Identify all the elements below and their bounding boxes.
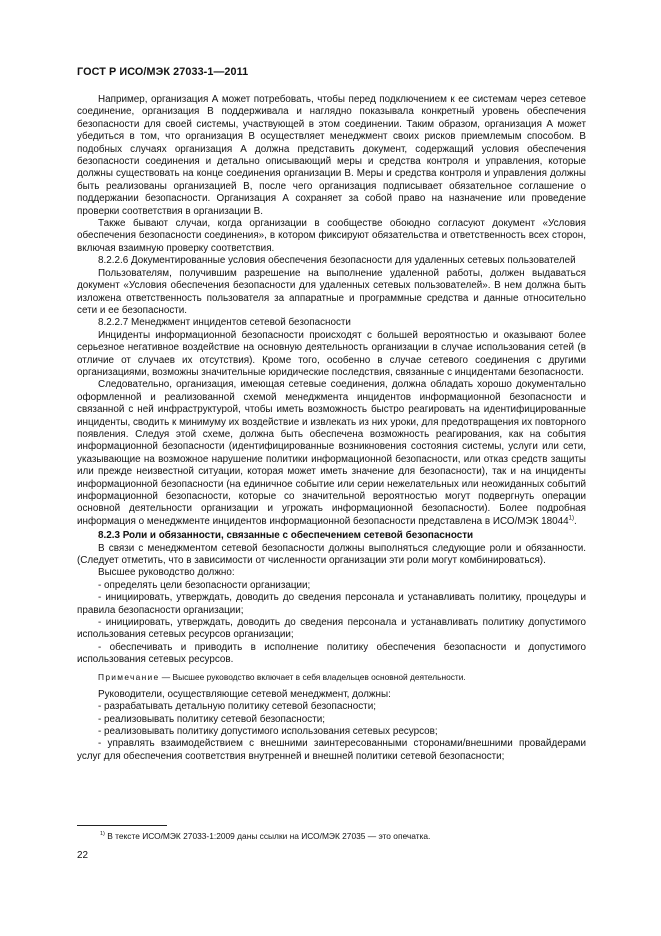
page-number: 22 bbox=[77, 850, 88, 861]
subsection-heading: 8.2.2.7 Менеджмент инцидентов сетевой безопасности bbox=[98, 317, 351, 329]
list-item: - обеспечивать и приводить в исполнение политику обеспечения безопасности и допустимого использования сетевых ресурсов. bbox=[77, 641, 586, 666]
paragraph-end: . bbox=[573, 515, 577, 527]
page-body bbox=[77, 94, 586, 763]
footnote-marker: 1) bbox=[100, 831, 105, 838]
section-heading: 8.2.3 Роли и обязанности, связанные с обеспечением сетевой безопасности bbox=[98, 530, 474, 542]
note bbox=[77, 672, 586, 683]
paragraph-text: Следовательно, организация, имеющая сетевые соединения, должна обладать хорошо документально оформленной и реализованной схемой менеджмента инцидентов информационной безопасности и связанной с ней инфраструктурой, чтобы иметь возможность быстро реагировать на идентифицированные инциденты, сводить к минимуму их воздействие и извлекать из них уроки, для предотвращения их повторного появления. Следуя этой схеме, должна быть обеспечена возможность реагирования, как на события информационной безопасности (идентифицированные возникновения состояния системы, услуги или сети, указывающие на возможное нарушение политики информационной безопасности, или отказ средств защиты или прежде неизвестной ситуации, которая может иметь значение для безопасности), так и на инциденты информационной безопасности (на единичное событие или серии нежелательных или неожиданных событий информационной безопасности, которые со значительной вероятностью могут подвергнуть операции основной деятельности организации и угрожать информационной безопасности). Более подробная информация о менеджменте инцидентов информационной безопасности представлена в ИСО/МЭК 18044 bbox=[77, 379, 586, 527]
list-item: - инициировать, утверждать, доводить до сведения персонала и устанавливать политику, процедуры и правила безопасности организации; bbox=[77, 592, 586, 616]
list-item: - инициировать, утверждать, доводить до сведения персонала и устанавливать политику допустимого использования сетевых ресурсов организации; bbox=[77, 617, 586, 641]
footnote-divider bbox=[77, 825, 167, 826]
paragraph: Высшее руководство должно: bbox=[98, 567, 235, 579]
paragraph: В связи с менеджментом сетевой безопасности должны выполняться следующие роли и обязанности. (Следует отметить, что в зависимости от численности организации эти роли могут комбинироваться). bbox=[77, 542, 586, 567]
paragraph: Инциденты информационной безопасности происходят с большей вероятностью и оказывают более серьезное негативное воздействие на основную деятельность организации в случае использования сетей (в отличие от случаев их отсутствия). Кроме того, особенно в случае сетевого соединения с другими организациями, возможны значительные юридические последствия, связанные с инцидентами безопасности. bbox=[77, 329, 586, 378]
list-item: - управлять взаимодействием с внешними заинтересованными сторонами/внешними провайдерами услуг для обеспечения соответствия внутренней и внешней политики сетевой безопасности; bbox=[77, 738, 586, 762]
list-item: - реализовывать политику допустимого использования сетевых ресурсов; bbox=[98, 725, 438, 737]
paragraph: Пользователям, получившим разрешение на выполнение удаленной работы, должен выдаваться документ «Условия обеспечения безопасности для удаленных сетевых пользователей». В нем должна быть изложена ответственность пользователя за аппаратные и программные средства и данные относительно сети и ее безопасности. bbox=[77, 267, 586, 316]
paragraph-with-footnote bbox=[77, 379, 586, 528]
footnote-text: В тексте ИСО/МЭК 27033-1:2009 даны ссылки на ИСО/МЭК 27035 — это опечатка. bbox=[104, 831, 431, 841]
list-item: - разрабатывать детальную политику сетевой безопасности; bbox=[98, 701, 376, 713]
list-item: - реализовывать политику сетевой безопасности; bbox=[98, 713, 325, 725]
list-item: - определять цели безопасности организации; bbox=[98, 579, 311, 591]
paragraph: Руководители, осуществляющие сетевой менеджмент, должны: bbox=[98, 688, 391, 700]
note-text: — Высшее руководство включает в себя владельцев основной деятельности. bbox=[159, 671, 466, 682]
note-label: Примечание bbox=[98, 671, 160, 682]
paragraph: Например, организация А может потребовать, чтобы перед подключением к ее системам через сетевое соединение, организация В поддерживала и наглядно показывала конкретный уровень обеспечения безопасности для своей системы, участвующей в этом соединении. Таким образом, организация А может убедиться в том, что организация В осуществляет менеджмент своих рисков приемлемым способом. В подобных случаях организация А должна представить документ, содержащий условия обеспечения безопасности соединения и детально описывающий меры и средства контроля и управления, которые должны существовать на конце соединения организации В. Меры и средства контроля и управления должны быть реализованы организацией В, после чего организация подписывает обязательное соглашение о поддержании безопасности. Организация А сохраняет за собой право на назначение или проведение проверки соответствия в организации В. bbox=[77, 94, 586, 217]
footnote bbox=[100, 831, 430, 842]
footnote-reference: 1) bbox=[568, 515, 574, 522]
document-header: ГОСТ Р ИСО/МЭК 27033-1—2011 bbox=[77, 66, 249, 78]
subsection-heading: 8.2.2.6 Документированные условия обеспечения безопасности для удаленных сетевых пользователей bbox=[98, 255, 576, 267]
paragraph: Также бывают случаи, когда организации в сообществе обоюдно согласуют документ «Условия обеспечения безопасности соединения», в котором фиксируют обязательства и ответственность всех сторон, включая взаимную проверку соответствия. bbox=[77, 218, 586, 254]
